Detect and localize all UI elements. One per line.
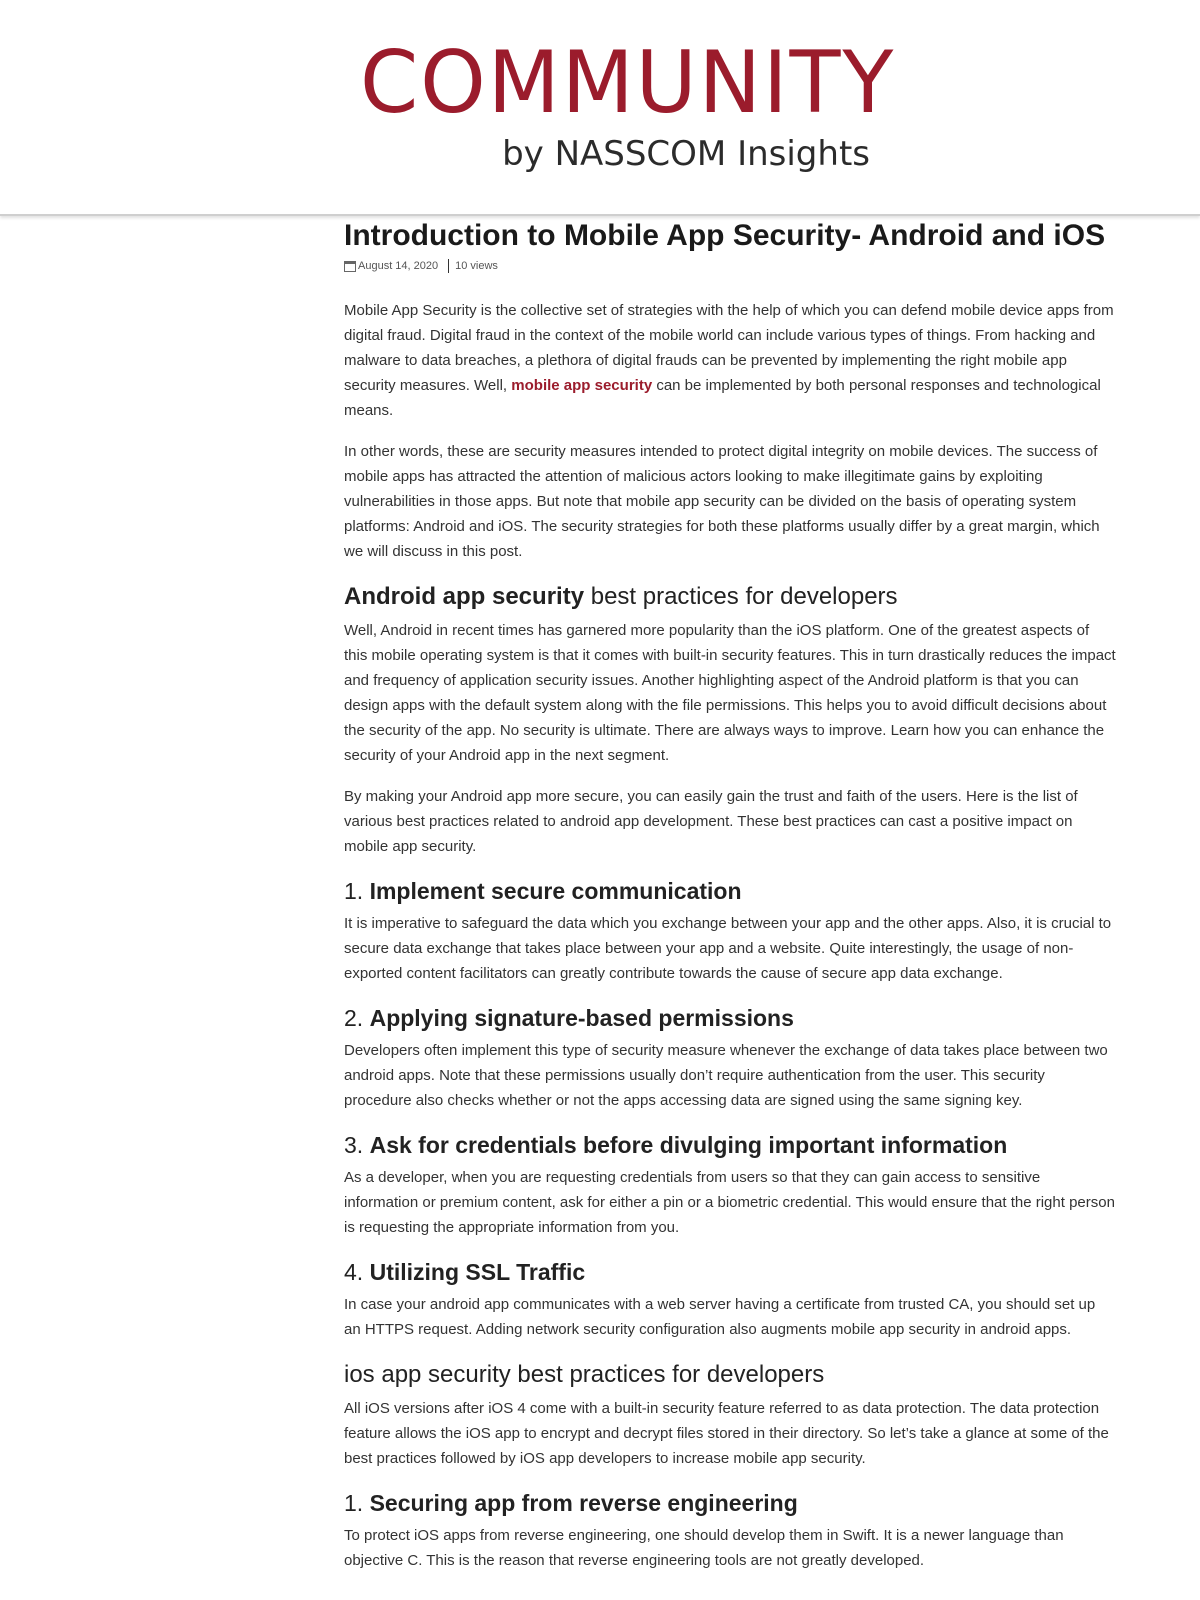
item-number: 4.: [344, 1259, 370, 1285]
android-item-heading: [344, 1002, 1116, 1034]
android-item-body: It is imperative to safeguard the data which you exchange between your app and the other apps. Also, it is crucial to secure data exchange that takes place between your app and a website. Quite interestingly, the usage of non-exported content facilitators can greatly contribute towards the cause of secure app data exchange.: [344, 915, 1112, 982]
article: [344, 216, 1116, 1573]
android-item-body: In case your android app communicates with a web server having a certificate from trusted CA, you should set up an HTTPS request. Adding network security configuration also augments mobile app security in android apps.: [344, 1296, 1096, 1338]
article-views: 10 views: [455, 260, 498, 272]
ios-item-heading: [344, 1487, 1116, 1519]
item-title: Utilizing SSL Traffic: [369, 1259, 586, 1285]
item-number: 2.: [344, 1005, 370, 1031]
article-date: August 14, 2020: [358, 260, 439, 272]
logo-wordmark: COMMUNITY: [360, 33, 896, 133]
android-item-heading: [344, 1129, 1116, 1161]
item-title: Implement secure communication: [369, 878, 742, 904]
item-number: 3.: [344, 1132, 370, 1158]
android-section-heading: [344, 580, 1116, 614]
intro-text-before: Mobile App Security is the collective set of strategies with the help of which you can defend mobile device apps from digital fraud. Digital fraud in the context of the mobile world can include various types of things. From hacking and malware to data breaches, a plethora of digital frauds can be prevented by implementing the right mobile app security measures. Well,: [344, 302, 1114, 394]
intro-text-after: can be implemented by both personal responses and technological means.: [344, 377, 1101, 419]
ios-section-heading: ios app security best practices for developers: [344, 1361, 825, 1388]
item-title: Securing app from reverse engineering: [369, 1490, 798, 1516]
calendar-icon: [344, 261, 356, 272]
site-header: [0, 0, 1200, 216]
meta-divider: [448, 259, 449, 273]
ios-item-body: To protect iOS apps from reverse engineering, one should develop them in Swift. It is a newer language than objective C. This is the reason that reverse engineering tools are not greatly developed.: [344, 1527, 1064, 1569]
item-number: 1.: [344, 878, 370, 904]
item-number: 1.: [344, 1490, 370, 1516]
item-title: Applying signature-based permissions: [369, 1005, 794, 1031]
mobile-app-security-link[interactable]: mobile app security: [511, 377, 653, 394]
logo-tagline: by NASSCOM Insights: [502, 134, 870, 174]
ios-paragraph-1: All iOS versions after iOS 4 come with a built-in security feature referred to as data protection. The data protection feature allows the iOS app to encrypt and decrypt files stored in their directory. So let’s take a glance at some of the best practices followed by iOS app developers to increase mobile app security.: [344, 1400, 1109, 1467]
article-title: Introduction to Mobile App Security- Android and iOS: [344, 219, 1106, 252]
android-item-body: As a developer, when you are requesting credentials from users so that they can gain access to sensitive information or premium content, ask for either a pin or a biometric credential. This would ensure that the right person is requesting the appropriate information from you.: [344, 1169, 1115, 1236]
android-item-heading: [344, 875, 1116, 907]
android-heading-bold: Android app security: [344, 583, 585, 610]
android-item-body: Developers often implement this type of security measure whenever the exchange of data takes place between two android apps. Note that these permissions usually don’t require authentication from the user. This security procedure also checks whether or not the apps accessing data are signed using the same signing key.: [344, 1042, 1108, 1109]
android-heading-rest: best practices for developers: [584, 583, 898, 610]
android-paragraph-2: By making your Android app more secure, you can easily gain the trust and faith of the users. Here is the list of various best practices related to android app development. These best practices can cast a positive impact on mobile app security.: [344, 788, 1078, 855]
site-logo[interactable]: [360, 33, 896, 174]
intro-paragraph-2: In other words, these are security measures intended to protect digital integrity on mobile devices. The success of mobile apps has attracted the attention of malicious actors looking to make illegitimate gains by exploiting vulnerabilities in those apps. But note that mobile app security can be divided on the basis of operating system platforms: Android and iOS. The security strategies for both these platforms usually differ by a great margin, which we will discuss in this post.: [344, 443, 1100, 560]
item-title: Ask for credentials before divulging important information: [369, 1132, 1008, 1158]
android-paragraph-1: Well, Android in recent times has garnered more popularity than the iOS platform. One of the greatest aspects of this mobile operating system is that it comes with built-in security features. This in turn drastically reduces the impact and frequency of application security issues. Another highlighting aspect of the Android platform is that you can design apps with the default system along with the file permissions. This helps you to avoid difficult decisions about the security of the app. No security is ultimate. There are always ways to improve. Learn how you can enhance the security of your Android app in the next segment.: [344, 622, 1116, 764]
article-meta: [344, 258, 1116, 274]
android-item-heading: [344, 1256, 1116, 1288]
intro-paragraph-1: [344, 298, 1116, 423]
